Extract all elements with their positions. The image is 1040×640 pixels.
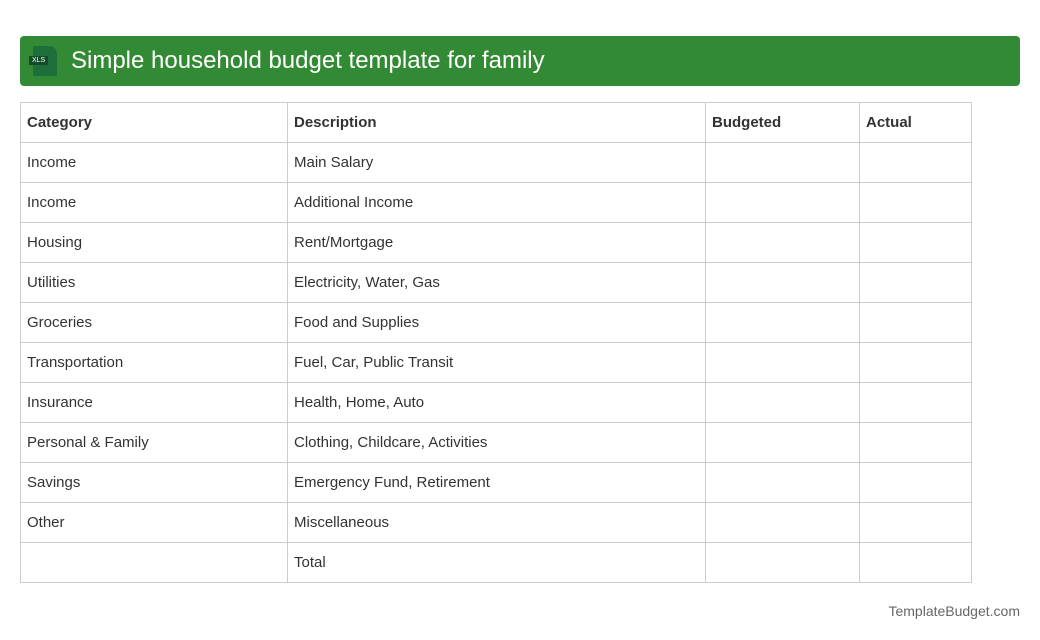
table-row xyxy=(21,263,972,303)
table-cell[interactable] xyxy=(706,463,860,503)
table-cell[interactable] xyxy=(860,463,972,503)
footer-brand[interactable]: TemplateBudget.com xyxy=(888,603,1020,619)
table-cell: Electricity, Water, Gas xyxy=(288,263,706,303)
table-cell[interactable] xyxy=(706,543,860,583)
column-header: Budgeted xyxy=(706,103,860,143)
table-row xyxy=(21,343,972,383)
table-cell[interactable] xyxy=(860,263,972,303)
table-cell: Utilities xyxy=(21,263,288,303)
table-row xyxy=(21,503,972,543)
table-cell: Fuel, Car, Public Transit xyxy=(288,343,706,383)
table-cell[interactable] xyxy=(860,503,972,543)
column-header: Actual xyxy=(860,103,972,143)
table-cell: Housing xyxy=(21,223,288,263)
table-cell xyxy=(21,543,288,583)
table-cell: Total xyxy=(288,543,706,583)
table-row xyxy=(21,303,972,343)
table-row xyxy=(21,223,972,263)
table-cell[interactable] xyxy=(706,383,860,423)
table-cell[interactable] xyxy=(860,383,972,423)
table-cell[interactable] xyxy=(706,263,860,303)
table-cell[interactable] xyxy=(860,343,972,383)
table-cell: Transportation xyxy=(21,343,288,383)
table-cell[interactable] xyxy=(706,503,860,543)
table-row xyxy=(21,543,972,583)
column-header: Description xyxy=(288,103,706,143)
table-row xyxy=(21,143,972,183)
table-cell[interactable] xyxy=(860,183,972,223)
table-cell: Insurance xyxy=(21,383,288,423)
table-cell: Income xyxy=(21,143,288,183)
header-bar xyxy=(20,36,1020,86)
table-cell[interactable] xyxy=(860,423,972,463)
column-header: Category xyxy=(21,103,288,143)
table-cell: Emergency Fund, Retirement xyxy=(288,463,706,503)
table-cell: Rent/Mortgage xyxy=(288,223,706,263)
table-cell: Savings xyxy=(21,463,288,503)
budget-table xyxy=(20,102,972,583)
table-cell: Personal & Family xyxy=(21,423,288,463)
xls-file-icon: XLS xyxy=(33,46,57,76)
table-cell[interactable] xyxy=(706,303,860,343)
table-cell[interactable] xyxy=(860,223,972,263)
table-cell: Groceries xyxy=(21,303,288,343)
table-cell: Income xyxy=(21,183,288,223)
table-cell[interactable] xyxy=(860,143,972,183)
table-cell: Other xyxy=(21,503,288,543)
table-row xyxy=(21,463,972,503)
table-cell[interactable] xyxy=(706,143,860,183)
table-cell: Miscellaneous xyxy=(288,503,706,543)
table-cell[interactable] xyxy=(706,183,860,223)
table-cell: Clothing, Childcare, Activities xyxy=(288,423,706,463)
table-row xyxy=(21,383,972,423)
table-cell[interactable] xyxy=(860,303,972,343)
table-cell[interactable] xyxy=(860,543,972,583)
table-cell: Health, Home, Auto xyxy=(288,383,706,423)
table-cell: Main Salary xyxy=(288,143,706,183)
table-cell: Food and Supplies xyxy=(288,303,706,343)
table-cell[interactable] xyxy=(706,343,860,383)
page-title: Simple household budget template for family xyxy=(71,47,545,74)
table-row xyxy=(21,423,972,463)
table-row xyxy=(21,183,972,223)
table-cell[interactable] xyxy=(706,423,860,463)
table-cell: Additional Income xyxy=(288,183,706,223)
table-cell[interactable] xyxy=(706,223,860,263)
